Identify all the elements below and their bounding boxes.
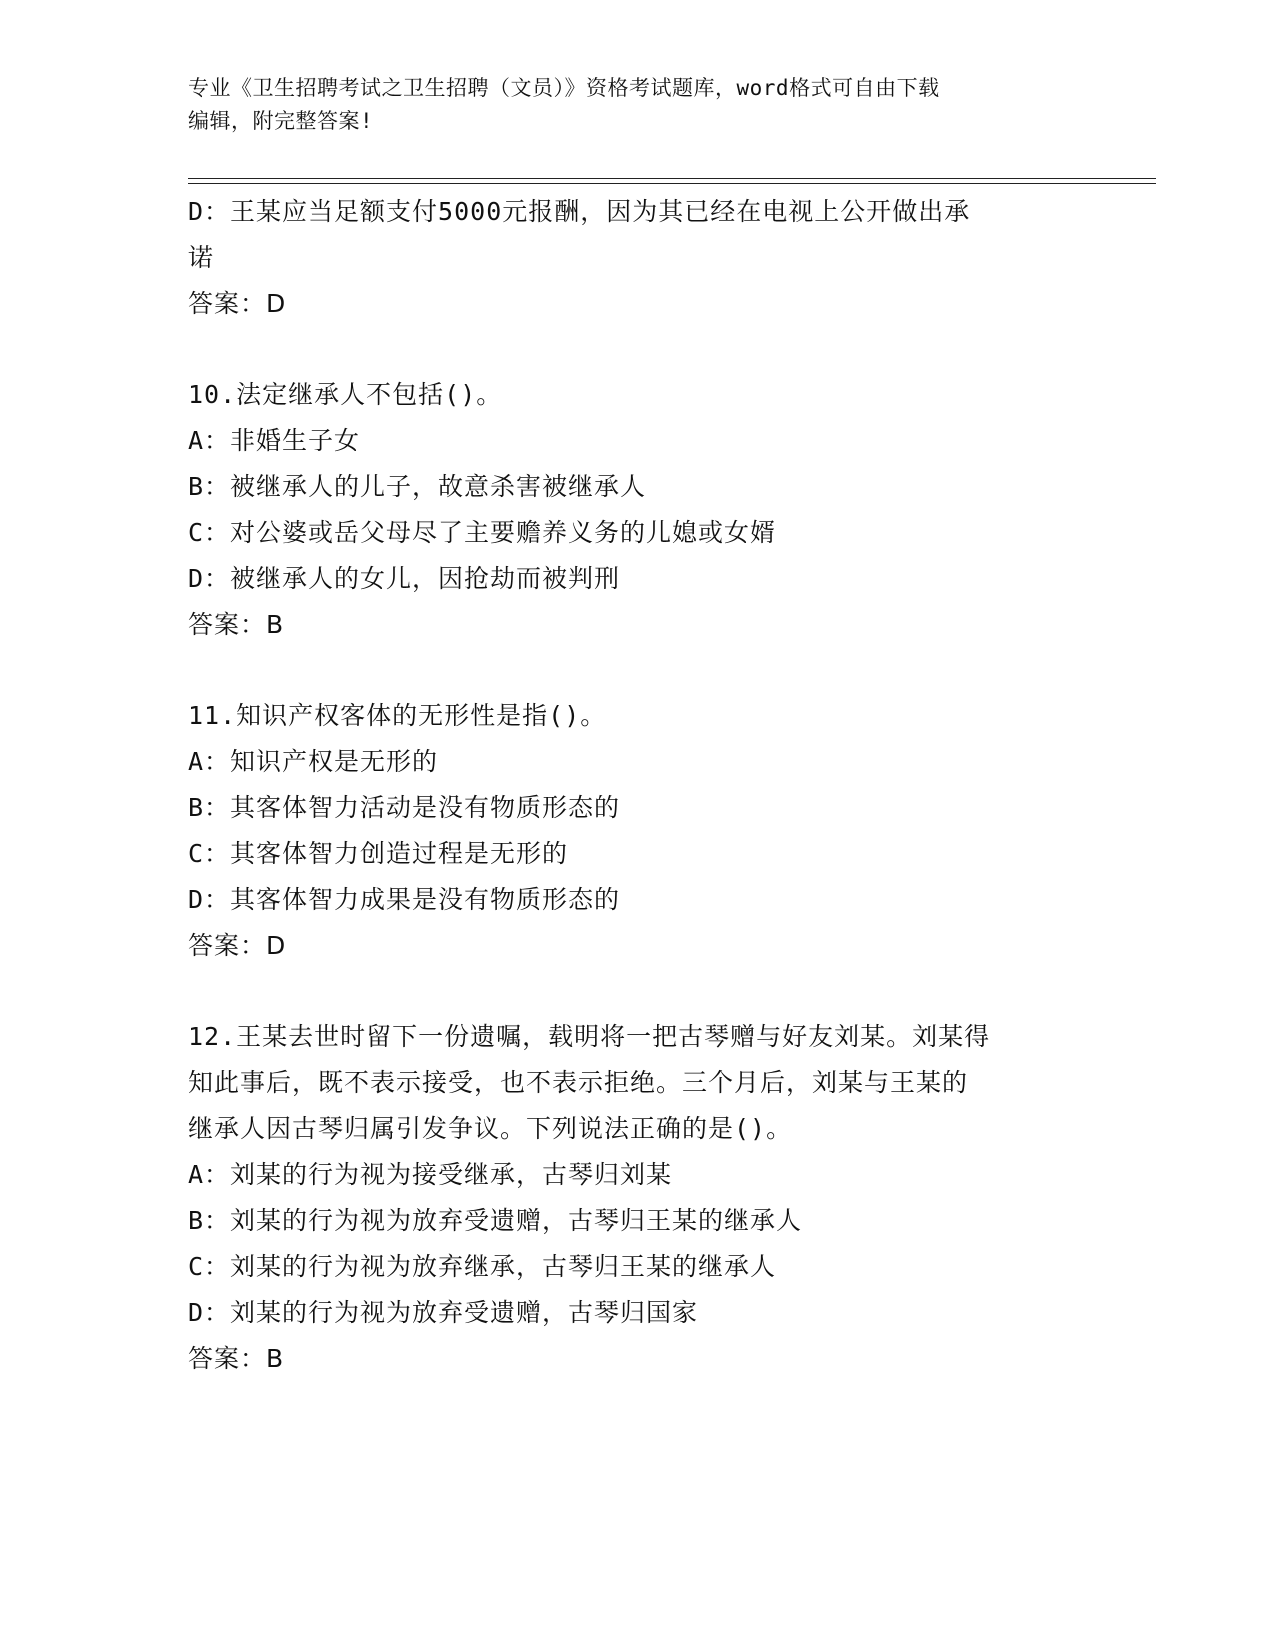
header-line-2: 编辑，附完整答案! — [188, 109, 374, 133]
option-c: C：对公婆或岳父母尽了主要赡养义务的儿媳或女婿 — [188, 518, 777, 547]
option-c: C：刘某的行为视为放弃继承，古琴归王某的继承人 — [188, 1252, 777, 1281]
option-d: D：刘某的行为视为放弃受遗赠，古琴归国家 — [188, 1298, 699, 1327]
question-stem: 11.知识产权客体的无形性是指()。 — [188, 701, 607, 730]
option-a: A：非婚生子女 — [188, 426, 361, 455]
question-stem-line-1: 12.王某去世时留下一份遗嘱，载明将一把古琴赠与好友刘某。刘某得 — [188, 1022, 991, 1051]
question-11 — [188, 693, 1088, 969]
question-10 — [188, 372, 1088, 648]
option-a: A：刘某的行为视为接受继承，古琴归刘某 — [188, 1160, 673, 1189]
option-d: D：其客体智力成果是没有物质形态的 — [188, 885, 621, 914]
header-divider-top — [188, 178, 1156, 179]
option-d: D：被继承人的女儿，因抢劫而被判刑 — [188, 564, 621, 593]
question-stem: 10.法定继承人不包括()。 — [188, 380, 503, 409]
spacer — [188, 648, 1088, 693]
question-12 — [188, 1014, 1088, 1382]
option-b: B：被继承人的儿子，故意杀害被继承人 — [188, 472, 647, 501]
option-d: D：王某应当足额支付5000元报酬，因为其已经在电视上公开做出承 — [188, 197, 971, 226]
answer-line: 答案：D — [188, 931, 287, 960]
carryover-question — [188, 189, 1088, 327]
option-a: A：知识产权是无形的 — [188, 747, 439, 776]
option-b: B：刘某的行为视为放弃受遗赠，古琴归王某的继承人 — [188, 1206, 803, 1235]
option-d-continued: 诺 — [188, 243, 215, 272]
spacer — [188, 969, 1088, 1014]
answer-line: 答案：B — [188, 1344, 285, 1373]
answer-line: 答案：D — [188, 289, 287, 318]
answer-line: 答案：B — [188, 610, 285, 639]
question-stem-line-2: 知此事后，既不表示接受，也不表示拒绝。三个月后，刘某与王某的 — [188, 1068, 969, 1097]
option-b: B：其客体智力活动是没有物质形态的 — [188, 793, 621, 822]
option-c: C：其客体智力创造过程是无形的 — [188, 839, 569, 868]
header-line-1: 专业《卫生招聘考试之卫生招聘（文员）》资格考试题库，word格式可自由下载 — [188, 76, 940, 100]
document-header — [188, 72, 1068, 138]
spacer — [188, 327, 1088, 372]
question-stem-line-3: 继承人因古琴归属引发争议。下列说法正确的是()。 — [188, 1114, 793, 1143]
question-content — [188, 189, 1088, 1382]
header-divider-bottom — [188, 183, 1156, 184]
